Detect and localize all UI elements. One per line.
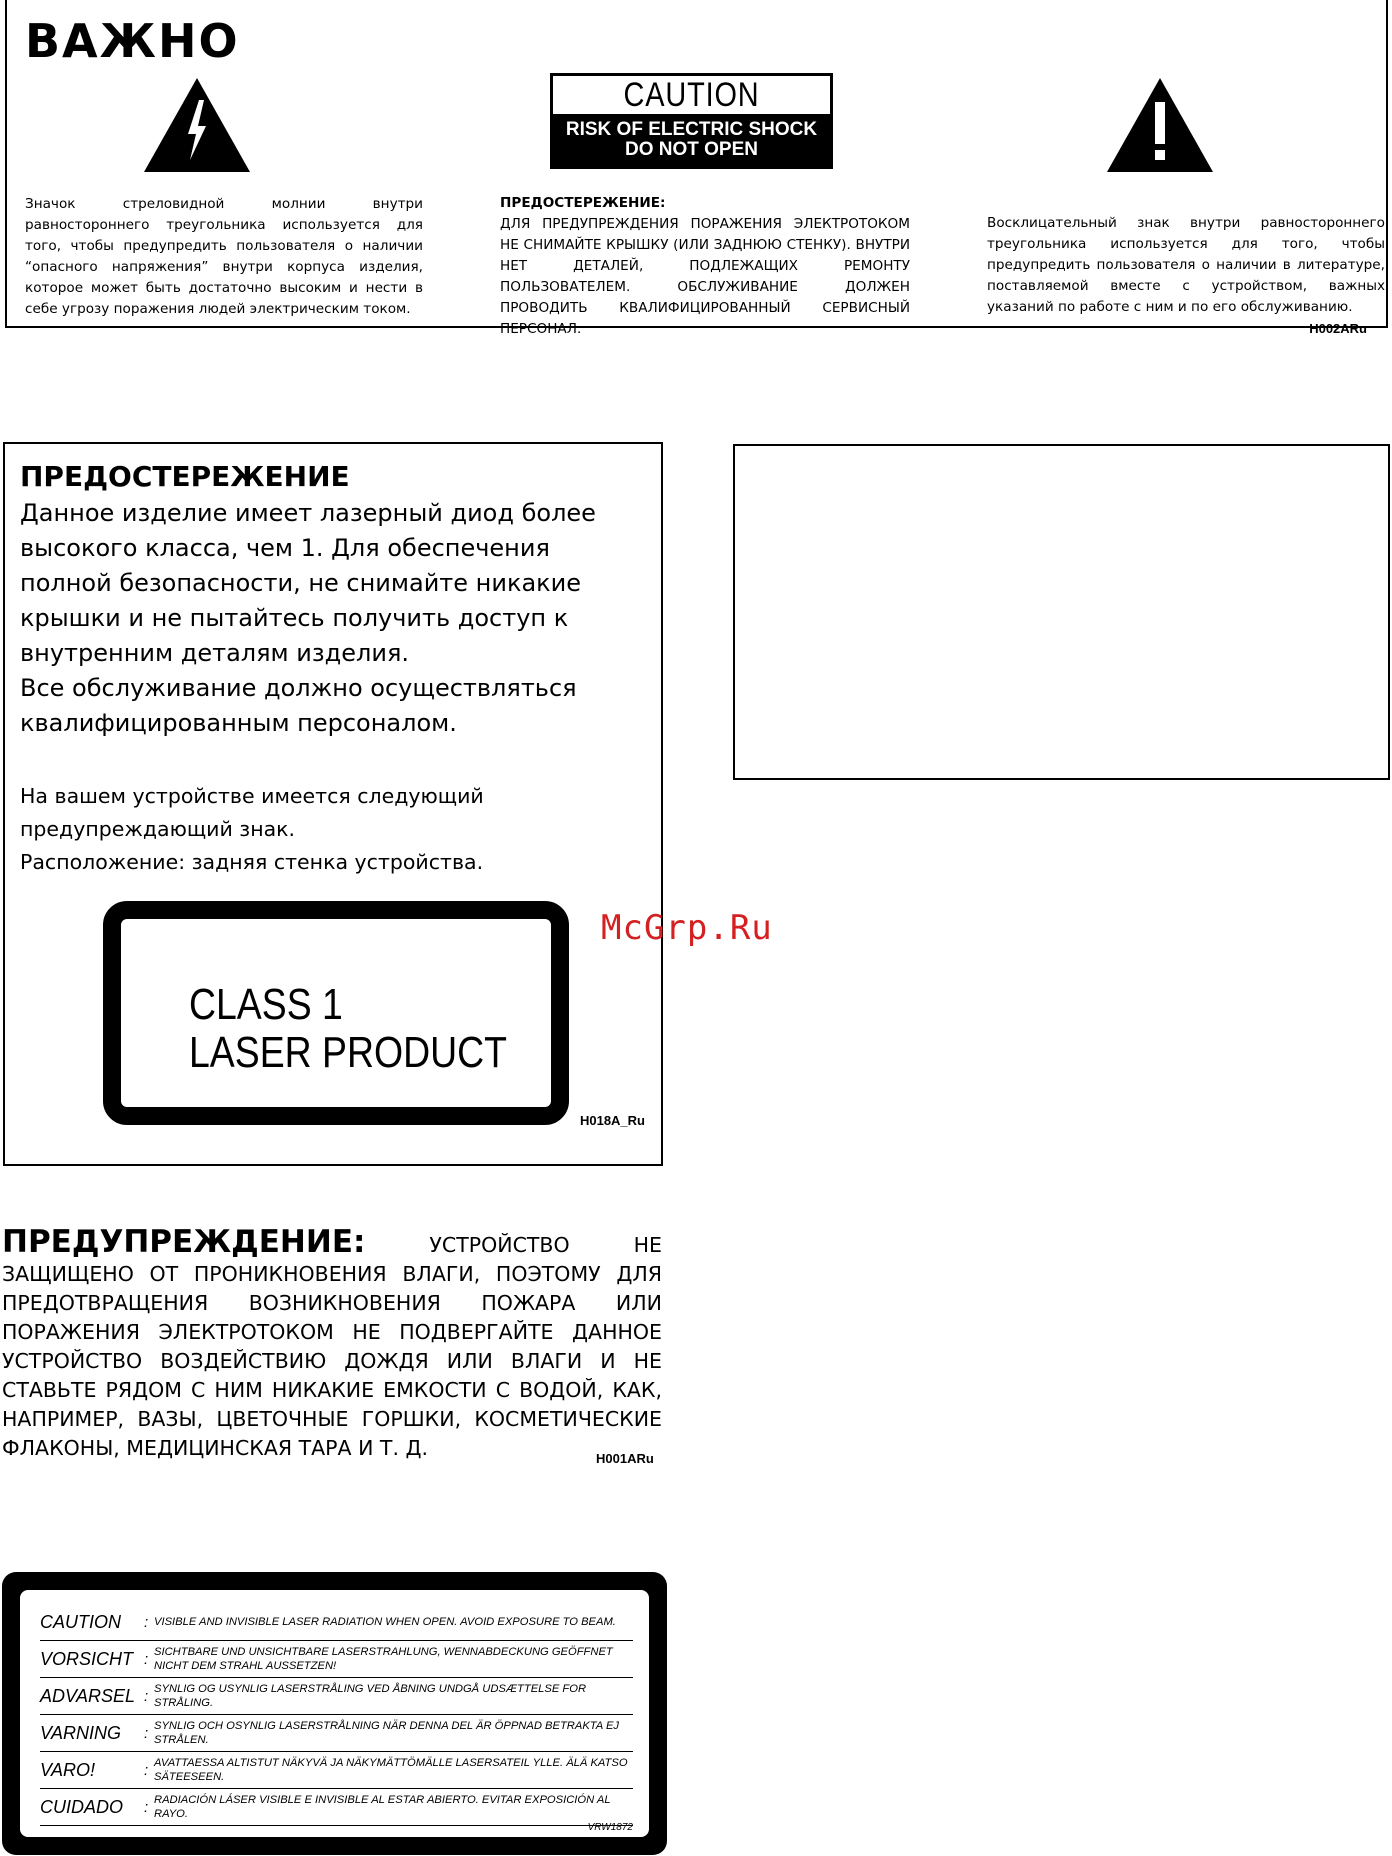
moisture-warning (2, 1224, 662, 1463)
label-row-colon: : (144, 1724, 149, 1742)
label-row (40, 1789, 633, 1826)
exclamation-symbol-description (987, 213, 1385, 339)
laser-note-line1: На вашем устройстве имеется следующий предупреждающий знак. (20, 784, 484, 841)
label-row-language: VARNING (40, 1722, 122, 1743)
watermark: McGrp.Ru (601, 908, 773, 948)
laser-body-para1: Данное изделие имеет лазерный диод более высокого класса, чем 1. Для обеспечения полной безопасности, не снимайте никакие крышки и не пытайтесь получить доступ к внутренним деталям изделия. (20, 499, 596, 667)
shock-caution-text (500, 193, 910, 340)
label-row (40, 1678, 633, 1715)
label-row-message: AVATTAESSA ALTISTUT NÄKYVÄ JA NÄKYMÄTTÖMÄLLE LASERSATEIL YLLE. ÄLÄ KATSO SÄTEESEEN. (154, 1757, 628, 1783)
label-row-colon: : (144, 1761, 149, 1779)
important-title: ВАЖНО (25, 14, 240, 68)
laser-caution-body (20, 496, 640, 741)
empty-frame (733, 444, 1390, 780)
label-row-language: CAUTION (40, 1611, 121, 1632)
multilanguage-label-code: VRW1872 (587, 1822, 633, 1833)
label-row-colon: : (144, 1613, 149, 1631)
label-row-language: VORSICHT (40, 1648, 134, 1669)
moisture-warning-heading: ПРЕДУПРЕЖДЕНИЕ: (2, 1224, 366, 1260)
important-notice-box (5, 0, 1388, 337)
caution-label-line1: RISK OF ELECTRIC SHOCK (565, 119, 818, 140)
label-row-message: RADIACIÓN LÁSER VISIBLE E INVISIBLE AL ESTAR ABIERTO. EVITAR EXPOSICIÓN AL RAYO. (154, 1794, 611, 1820)
class1-laser-label (103, 901, 569, 1125)
exclamation-description-text: Восклицательный знак внутри равностороннего треугольника используется для того, чтобы предупредить пользователя о наличии в литературе, поставляемой вместе с устройством, важных указаний по работе с ним и по его обслуживанию. (987, 215, 1385, 315)
class1-label-line1: CLASS 1 (189, 980, 343, 1029)
label-row (40, 1641, 633, 1678)
lightning-warning-icon (144, 78, 250, 172)
laser-note-line2: Расположение: задняя стенка устройства. (20, 850, 484, 874)
caution-label-title: CAUTION (623, 75, 760, 114)
shock-caution-label (550, 73, 833, 169)
laser-location-note (20, 780, 640, 879)
lightning-symbol-description: Значок стреловидной молнии внутри равностороннего треугольника используется для того, чтобы предупредить пользователя о наличии “опасного напряжения” внутри корпуса изделия, которое может быть достаточно высоким и нести в себе угрозу поражения людей электрическим током. (25, 196, 423, 317)
label-row-colon: : (144, 1798, 149, 1816)
caution-label-line2: DO NOT OPEN (624, 139, 758, 160)
label-row (40, 1604, 633, 1641)
label-row-message: SYNLIG OG USYNLIG LASERSTRÅLING VED ÅBNING UNDGÅ UDSÆTTELSE FOR STRÅLING. (154, 1683, 587, 1709)
label-row-colon: : (144, 1650, 149, 1668)
label-row-colon: : (144, 1687, 149, 1705)
laser-body-para2: Все обслуживание должно осуществляться квалифицированным персоналом. (20, 674, 577, 737)
label-row-message: SICHTBARE UND UNSICHTBARE LASERSTRAHLUNG, WENNABDECKUNG GEÖFFNET NICHT DEM STRAHL AUSSETZEN! (154, 1646, 613, 1672)
laser-caution-title: ПРЕДОСТЕРЕЖЕНИЕ (20, 460, 350, 493)
multilanguage-laser-label (2, 1572, 667, 1855)
label-row-language: VARO! (40, 1759, 96, 1780)
label-row (40, 1752, 633, 1789)
laser-code: H018A_Ru (579, 1113, 645, 1128)
label-row-language: CUIDADO (40, 1796, 124, 1817)
multilanguage-label-inner (20, 1590, 649, 1837)
shock-caution-body: ДЛЯ ПРЕДУПРЕЖДЕНИЯ ПОРАЖЕНИЯ ЭЛЕКТРОТОКОМ НЕ СНИМАЙТЕ КРЫШКУ (ИЛИ ЗАДНЮЮ СТЕНКУ). ВНУТРИ НЕТ ДЕТАЛЕЙ, ПОДЛЕЖАЩИХ РЕМОНТУ ПОЛЬЗОВАТЕЛЕМ. ОБСЛУЖИВАНИЕ ДОЛЖЕН ПРОВОДИТЬ КВАЛИФИЦИРОВАННЫЙ СЕРВИСНЫЙ ПЕРСОНАЛ. (500, 216, 910, 337)
label-row-message: VISIBLE AND INVISIBLE LASER RADIATION WHEN OPEN. AVOID EXPOSURE TO BEAM. (154, 1616, 616, 1628)
class1-label-text (189, 981, 507, 1077)
label-row-message: SYNLIG OCH OSYNLIG LASERSTRÅLNING NÄR DENNA DEL ÄR ÖPPNAD BETRAKTA EJ STRÅLEN. (154, 1720, 620, 1746)
shock-caution-heading: ПРЕДОСТЕРЕЖЕНИЕ: (500, 195, 666, 211)
moisture-warning-code: H001ARu (596, 1451, 654, 1466)
important-code: H002ARu (1309, 321, 1367, 336)
label-row-language: ADVARSEL (40, 1685, 136, 1706)
label-row (40, 1715, 633, 1752)
caution-label-warning (553, 114, 830, 166)
exclamation-warning-icon (1107, 78, 1213, 172)
moisture-warning-text: УСТРОЙСТВО НЕ ЗАЩИЩЕНО ОТ ПРОНИКНОВЕНИЯ ВЛАГИ, ПОЭТОМУ ДЛЯ ПРЕДОТВРАЩЕНИЯ ВОЗНИКНОВЕНИЯ ПОЖАРА ИЛИ ПОРАЖЕНИЯ ЭЛЕКТРОТОКОМ НЕ ПОДВЕРГАЙТЕ ДАННОЕ УСТРОЙСТВО ВОЗДЕЙСТВИЮ ДОЖДЯ ИЛИ ВЛАГИ И НЕ СТАВЬТЕ РЯДОМ С НИМ НИКАКИЕ ЕМКОСТИ С ВОДОЙ, КАК, НАПРИМЕР, ВАЗЫ, ЦВЕТОЧНЫЕ ГОРШКИ, КОСМЕТИЧЕСКИЕ ФЛАКОНЫ, МЕДИЦИНСКАЯ ТАРА И Т. Д. (2, 1233, 662, 1460)
class1-label-line2: LASER PRODUCT (189, 1028, 507, 1077)
laser-caution-box (3, 442, 663, 1166)
